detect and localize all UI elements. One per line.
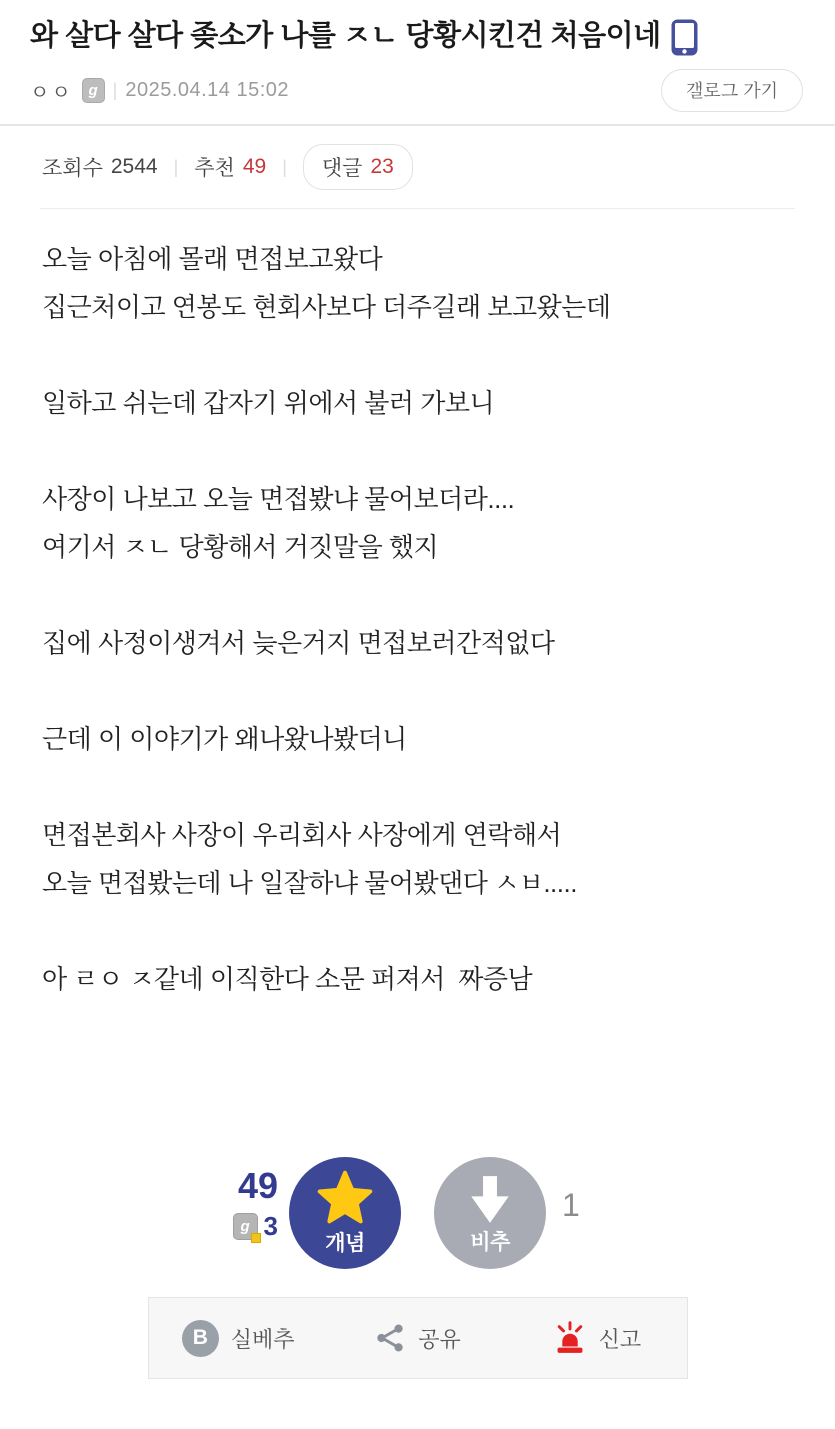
stats-separator-1: | [173, 156, 179, 177]
body-paragraph: 오늘 아침에 몰래 면접보고왔다 [42, 244, 383, 274]
post-title: 와 살다 살다 좆소가 나를 ㅈㄴ 당황시킨건 처음이네 [30, 20, 661, 52]
upvote-count: 49 [242, 155, 267, 178]
go-gallog-button[interactable]: 갤로그 가기 [661, 69, 803, 112]
views-count: 2544 [110, 155, 158, 178]
body-paragraph: 사장이 나보고 오늘 면접봤냐 물어보더라.... [42, 484, 515, 514]
views-label: 조회수 [42, 157, 103, 180]
upvote-total: 49 [237, 1165, 278, 1206]
body-blank-line [42, 907, 793, 955]
body-paragraph: 아 ㄹㅇ ㅈ같네 이직한다 소문 퍼져서 짜증남 [42, 964, 533, 994]
siren-icon [553, 1321, 587, 1355]
post-header [0, 0, 835, 112]
body-paragraph: 오늘 면접봤는데 나 일잘하냐 물어봤댄다 ㅅㅂ..... [42, 868, 577, 898]
body-paragraph: 면접본회사 사장이 우리회사 사장에게 연락해서 [42, 820, 562, 850]
upvote-label: 개념 [325, 1231, 365, 1255]
title-row [30, 16, 805, 56]
author-name[interactable]: ㅇㅇ [30, 81, 73, 104]
upvote-gallog-row [233, 1211, 278, 1242]
body-blank-line [42, 763, 793, 811]
silbechu-b-icon: B [182, 1320, 219, 1357]
author-group[interactable] [30, 76, 105, 105]
stats-separator-2: | [282, 156, 287, 177]
down-arrow-icon [468, 1175, 512, 1225]
comments-label: 댓글 [321, 157, 363, 180]
mobile-phone-icon [671, 19, 698, 56]
downvote-total: 1 [562, 1187, 580, 1223]
upvote-count-stack [233, 1167, 278, 1242]
comments-pill[interactable] [303, 144, 413, 190]
meta-separator: | [112, 79, 118, 100]
silbechu-label: 실베추 [230, 1326, 295, 1352]
downvote-button[interactable] [434, 1157, 546, 1269]
gallog-icon[interactable]: g [82, 78, 105, 103]
share-icon [374, 1322, 406, 1354]
report-label: 신고 [598, 1326, 642, 1352]
upvote-gallog-count: 3 [263, 1211, 278, 1241]
body-paragraph: 집근처이고 연봉도 현회사보다 더주길래 보고왔는데 [42, 292, 611, 322]
body-blank-line [42, 571, 793, 619]
report-button[interactable] [507, 1298, 686, 1378]
gallog-vote-icon: g [233, 1213, 258, 1240]
upvote-label: 추천 [194, 157, 235, 180]
post-body [0, 209, 835, 1003]
body-paragraph: 여기서 ㅈㄴ 당황해서 거짓말을 했지 [42, 532, 439, 562]
share-button[interactable] [328, 1298, 507, 1378]
body-paragraph: 근데 이 이야기가 왜나왔나봤더니 [42, 724, 407, 754]
comments-count: 23 [370, 155, 394, 178]
vote-section [0, 1157, 835, 1269]
stats-row [0, 126, 835, 208]
body-paragraph: 집에 사정이생겨서 늦은거지 면접보러간적없다 [42, 628, 555, 658]
gallog-corner-badge [251, 1233, 261, 1243]
post-date: 2025.04.14 15:02 [125, 78, 290, 101]
body-blank-line [42, 427, 793, 475]
body-blank-line [42, 667, 793, 715]
meta-row [30, 68, 805, 112]
share-label: 공유 [418, 1326, 461, 1352]
upvote-button[interactable] [289, 1157, 401, 1269]
body-paragraph: 일하고 쉬는데 갑자기 위에서 불러 가보니 [42, 388, 495, 418]
downvote-label: 비추 [470, 1230, 510, 1254]
silbechu-button[interactable] [149, 1298, 328, 1378]
body-blank-line [42, 331, 793, 379]
star-icon [316, 1170, 374, 1226]
action-bar [148, 1297, 688, 1379]
